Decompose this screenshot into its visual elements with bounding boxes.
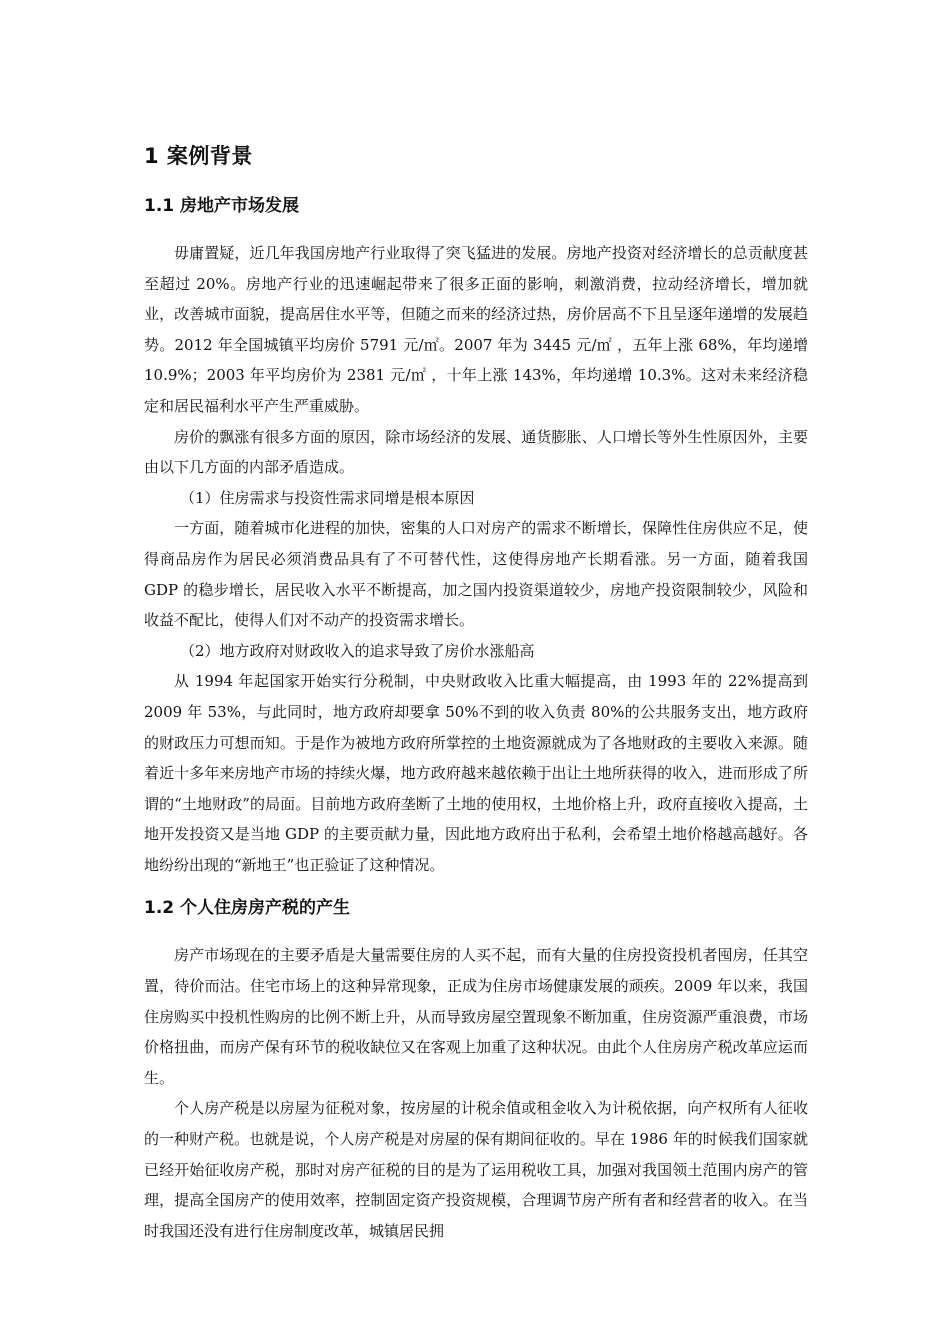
paragraph: 房产市场现在的主要矛盾是大量需要住房的人买不起，而有大量的住房投资投机者囤房，任其空置，待价而沽。住宅市场上的这种异常现象，正成为住房市场健康发展的顽疾。2009 年以来，我国住房购买中投机性购房的比例不断上升，从而导致房屋空置现象不断加重，住房资源严重浪费，市场价格扭曲，而房产保有环节的税收缺位又在客观上加重了这种状况。由此个人住房房产税改革应运而生。 bbox=[144, 946, 808, 1087]
list-heading: （1）住房需求与投资性需求同增是根本原因 bbox=[180, 488, 475, 507]
paragraph: 从 1994 年起国家开始实行分税制，中央财政收入比重大幅提高，由 1993 年的 22%提高到 2009 年 53%，与此同时，地方政府却要拿 50%不到的收入负责 80%的公共服务支出，地方政府的财政压力可想而知。于是作为被地方政府所掌控的土地资源就成为了各地财政的主要收入来源。随着近十多年来房地产市场的持续火爆，地方政府越来越依赖于出让土地所获得的收入，进而形成了所谓的“土地财政”的局面。目前地方政府垄断了土地的使用权，土地价格上升，政府直接收入提高，土地开发投资又是当地 GDP 的主要贡献力量，因此地方政府出于私利，会希望土地价格越高越好。各地纷纷出现的“新地王”也正验证了这种情况。 bbox=[144, 672, 809, 874]
list-heading: （2）地方政府对财政收入的追求导致了房价水涨船高 bbox=[180, 641, 535, 660]
subsection-heading: 1.2 个人住房房产税的产生 bbox=[144, 898, 351, 919]
paragraph: 毋庸置疑，近几年我国房地产行业取得了突飞猛进的发展。房地产投资对经济增长的总贡献度甚至超过 20%。房地产行业的迅速崛起带来了很多正面的影响，刺激消费，拉动经济增长，增加就业，改善城市面貌，提高居住水平等，但随之而来的经济过热，房价居高不下且呈逐年递增的发展趋势。2012 年全国城镇平均房价 5791 元/㎡。2007 年为 3445 元/㎡ ，五年上涨 68%，年均递增 10.9%；2003 年平均房价为 2381 元/㎡ ，十年上涨 143%，年均递增 10.3%。这对未来经济稳定和居民福利水平产生严重威胁。 bbox=[144, 244, 808, 415]
paragraph: 个人房产税是以房屋为征税对象，按房屋的计税余值或租金收入为计税依据，向产权所有人征收的一种财产税。也就是说，个人房产税是对房屋的保有期间征收的。早在 1986 年的时候我们国家就已经开始征收房产税，那时对房产征税的目的是为了运用税收工具，加强对我国领土范围内房产的管理，提高全国房产的使用效率，控制固定资产投资规模，合理调节房产所有者和经营者的收入。在当时我国还没有进行住房制度改革，城镇居民拥 bbox=[144, 1099, 808, 1240]
document-body bbox=[144, 140, 808, 1246]
paragraph: 一方面，随着城市化进程的加快，密集的人口对房产的需求不断增长，保障性住房供应不足，使得商品房作为居民必须消费品具有了不可替代性，这使得房地产长期看涨。另一方面，随着我国 GDP 的稳步增长，居民收入水平不断提高，加之国内投资渠道较少，房地产投资限制较少，风险和收益不配比，使得人们对不动产的投资需求增长。 bbox=[144, 519, 808, 630]
paragraph: 房价的飘涨有很多方面的原因，除市场经济的发展、通货膨胀、人口增长等外生性原因外，主要由以下几方面的内部矛盾造成。 bbox=[144, 427, 808, 477]
section-heading: 1 案例背景 bbox=[144, 144, 253, 168]
subsection-heading: 1.1 房地产市场发展 bbox=[144, 196, 300, 216]
